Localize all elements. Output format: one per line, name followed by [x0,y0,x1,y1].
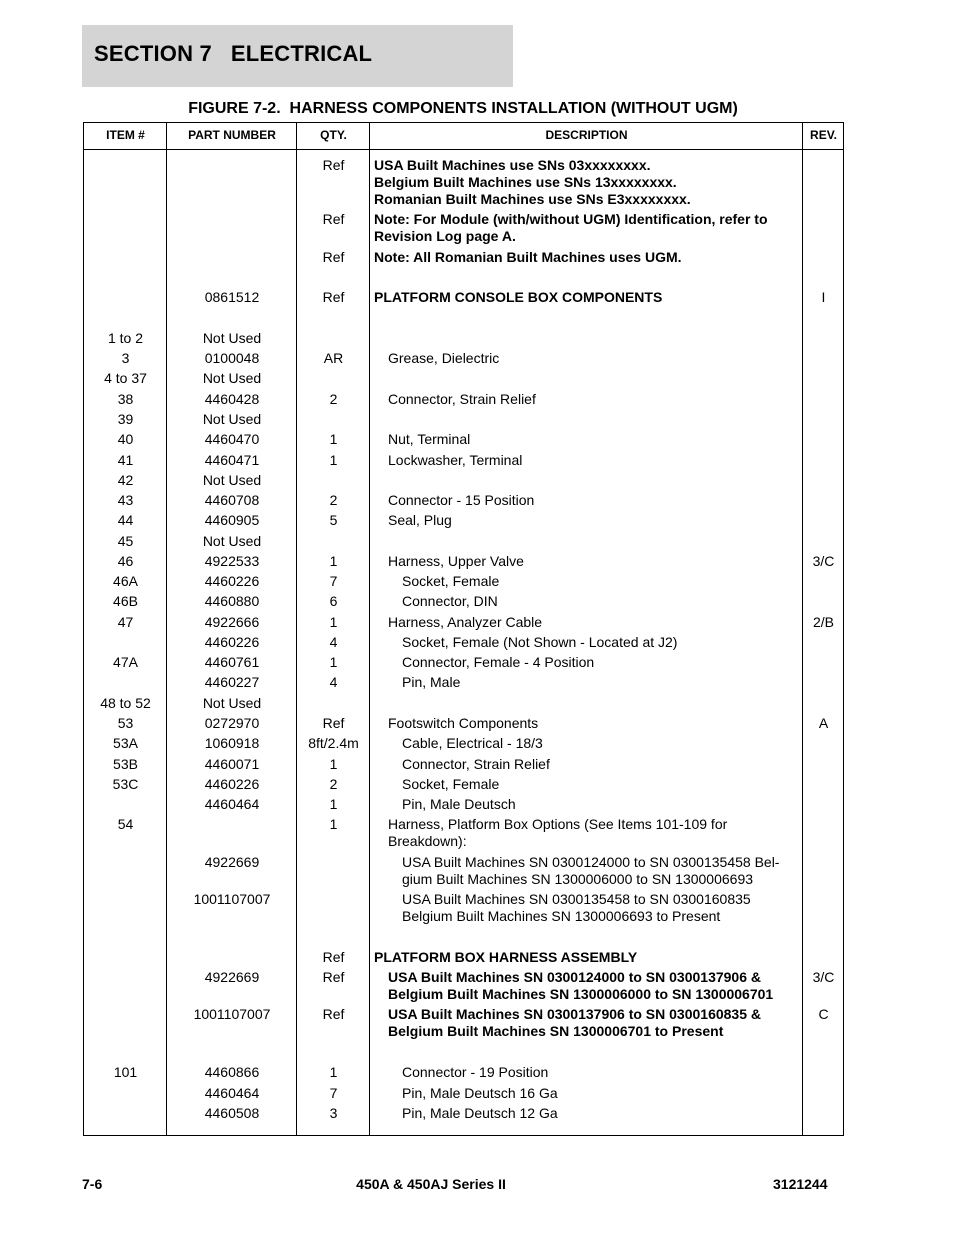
row-quantity: 6 [329,593,338,609]
row-part-number: 4460470 [204,431,260,447]
row-quantity: Ref [322,211,345,227]
row-quantity: 5 [329,512,338,528]
header-qty: QTY. [320,128,347,142]
row-quantity: 1 [329,614,338,630]
row-item-number: 46 [117,553,134,569]
row-part-number: 0100048 [204,350,260,366]
row-part-number: 4460905 [204,512,260,528]
row-revision: C [818,1006,829,1022]
row-part-number: 4460508 [204,1105,260,1121]
header-part-number: PART NUMBER [188,128,276,142]
row-quantity: 1 [329,1064,338,1080]
row-part-number: 4460880 [204,593,260,609]
row-item-number: 53B [113,756,138,772]
row-description: USA Built Machines SN 0300135458 to SN 0300160835 Belgium Built Machines SN 1300006693 to Present [402,891,751,924]
row-quantity: Ref [322,969,345,985]
row-description: Seal, Plug [388,512,452,528]
row-part-number: 4460464 [204,1085,260,1101]
row-quantity: 1 [329,756,338,772]
row-part-number: 0861512 [204,289,260,305]
row-quantity: AR [323,350,344,366]
header-description: DESCRIPTION [545,128,628,142]
row-part-number: 1001107007 [193,1006,271,1022]
row-item-number: 46B [113,593,138,609]
header-rev: REV. [810,128,837,142]
row-quantity: 7 [329,1085,338,1101]
row-description: Harness, Upper Valve [388,553,524,569]
row-quantity: Ref [322,157,345,173]
row-item-number: 41 [117,452,134,468]
row-part-number: 4922666 [204,614,260,630]
row-quantity: 2 [329,391,338,407]
row-quantity: 2 [329,492,338,508]
row-description: USA Built Machines SN 0300137906 to SN 0300160835 & Belgium Built Machines SN 1300006701 to Present [388,1006,762,1039]
row-quantity: Ref [322,715,345,731]
row-item-number: 48 to 52 [100,695,151,711]
row-quantity: 4 [329,634,338,650]
row-part-number: Not Used [202,330,262,346]
row-revision: 2/B [812,614,834,630]
row-description: Socket, Female [402,573,500,589]
row-item-number: 38 [117,391,134,407]
row-item-number: 46A [113,573,138,589]
row-part-number: 4460761 [204,654,260,670]
row-item-number: 3 [121,350,130,366]
row-quantity: 7 [329,573,338,589]
row-quantity: 4 [329,674,338,690]
figure-title: FIGURE 7-2. HARNESS COMPONENTS INSTALLATION (WITHOUT UGM) [188,100,738,117]
row-part-number: Not Used [202,533,262,549]
row-item-number: 47A [113,654,138,670]
row-quantity: 3 [329,1105,338,1121]
row-part-number: Not Used [202,472,262,488]
row-description: PLATFORM CONSOLE BOX COMPONENTS [374,289,663,305]
row-quantity: 1 [329,553,338,569]
header-divider [84,149,843,150]
row-item-number: 54 [117,816,134,832]
row-description: Harness, Platform Box Options (See Items 101-109 for Breakdown): [388,816,728,849]
row-quantity: 1 [329,816,338,832]
row-quantity: Ref [322,949,345,965]
row-description: Socket, Female (Not Shown - Located at J2) [402,634,678,650]
row-description: Harness, Analyzer Cable [388,614,543,630]
row-part-number: 4460866 [204,1064,260,1080]
row-description: USA Built Machines SN 0300124000 to SN 0300135458 Bel- gium Built Machines SN 1300006000 to SN 1300006693 [402,854,780,887]
row-part-number: 4922533 [204,553,260,569]
row-description: USA Built Machines use SNs 03xxxxxxxx. Belgium Built Machines use SNs 13xxxxxxxx. Romanian Built Machines use SNs E3xxxxxxxx. [374,157,691,207]
row-description: Connector, Female - 4 Position [402,654,595,670]
row-part-number: 4460071 [204,756,260,772]
row-part-number: 1001107007 [193,891,271,907]
row-description: Cable, Electrical - 18/3 [402,735,543,751]
row-quantity: 2 [329,776,338,792]
footer-page-number: 7-6 [82,1176,103,1192]
row-item-number: 1 to 2 [107,330,144,346]
row-part-number: 1060918 [204,735,260,751]
row-item-number: 53C [112,776,139,792]
row-part-number: 4460471 [204,452,260,468]
row-part-number: 4922669 [204,969,260,985]
row-part-number: 4922669 [204,854,260,870]
row-description: Note: For Module (with/without UGM) Identification, refer to Revision Log page A. [374,211,768,244]
row-part-number: Not Used [202,370,262,386]
row-description: Footswitch Components [388,715,539,731]
row-description: Note: All Romanian Built Machines uses UGM. [374,249,682,265]
row-description: Connector - 19 Position [402,1064,549,1080]
row-quantity: 1 [329,431,338,447]
row-description: Connector, Strain Relief [388,391,536,407]
row-part-number: 4460428 [204,391,260,407]
row-description: Pin, Male Deutsch 12 Ga [402,1105,558,1121]
row-part-number: 4460226 [204,776,260,792]
row-quantity: 1 [329,452,338,468]
row-part-number: Not Used [202,411,262,427]
header-item: ITEM # [106,128,145,142]
row-description: Connector, DIN [402,593,498,609]
footer-model: 450A & 450AJ Series II [356,1176,506,1192]
row-part-number: 4460708 [204,492,260,508]
row-revision: 3/C [812,969,835,985]
row-quantity: Ref [322,1006,345,1022]
row-part-number: 0272970 [204,715,260,731]
row-revision: I [821,289,826,305]
row-item-number: 101 [113,1064,138,1080]
row-description: Socket, Female [402,776,500,792]
row-description: Pin, Male Deutsch [402,796,516,812]
row-revision: A [818,715,829,731]
row-description: Pin, Male [402,674,461,690]
row-item-number: 43 [117,492,134,508]
row-description: Connector, Strain Relief [402,756,550,772]
row-part-number: 4460226 [204,573,260,589]
row-quantity: Ref [322,289,345,305]
row-description: Nut, Terminal [388,431,471,447]
section-header-band [82,25,513,87]
row-item-number: 53 [117,715,134,731]
row-part-number: 4460227 [204,674,260,690]
row-quantity: 8ft/2.4m [308,735,359,751]
section-title: SECTION 7 ELECTRICAL [94,41,373,66]
footer-document-number: 3121244 [773,1176,828,1192]
row-item-number: 4 to 37 [104,370,147,386]
row-quantity: 1 [329,654,338,670]
row-item-number: 40 [117,431,134,447]
row-description: PLATFORM BOX HARNESS ASSEMBLY [374,949,638,965]
row-description: Lockwasher, Terminal [388,452,523,468]
row-description: Grease, Dielectric [388,350,500,366]
row-item-number: 44 [117,512,134,528]
row-item-number: 39 [117,411,134,427]
row-description: Connector - 15 Position [388,492,535,508]
row-revision: 3/C [812,553,835,569]
row-description: USA Built Machines SN 0300124000 to SN 0300137906 & Belgium Built Machines SN 1300006000 to SN 1300006701 [388,969,774,1002]
row-item-number: 47 [117,614,134,630]
row-quantity: 1 [329,796,338,812]
row-part-number: Not Used [202,695,262,711]
row-part-number: 4460464 [204,796,260,812]
row-description: Pin, Male Deutsch 16 Ga [402,1085,558,1101]
row-part-number: 4460226 [204,634,260,650]
row-item-number: 45 [117,533,134,549]
row-item-number: 42 [117,472,134,488]
row-item-number: 53A [113,735,138,751]
row-quantity: Ref [322,249,345,265]
parts-table [83,122,844,1136]
